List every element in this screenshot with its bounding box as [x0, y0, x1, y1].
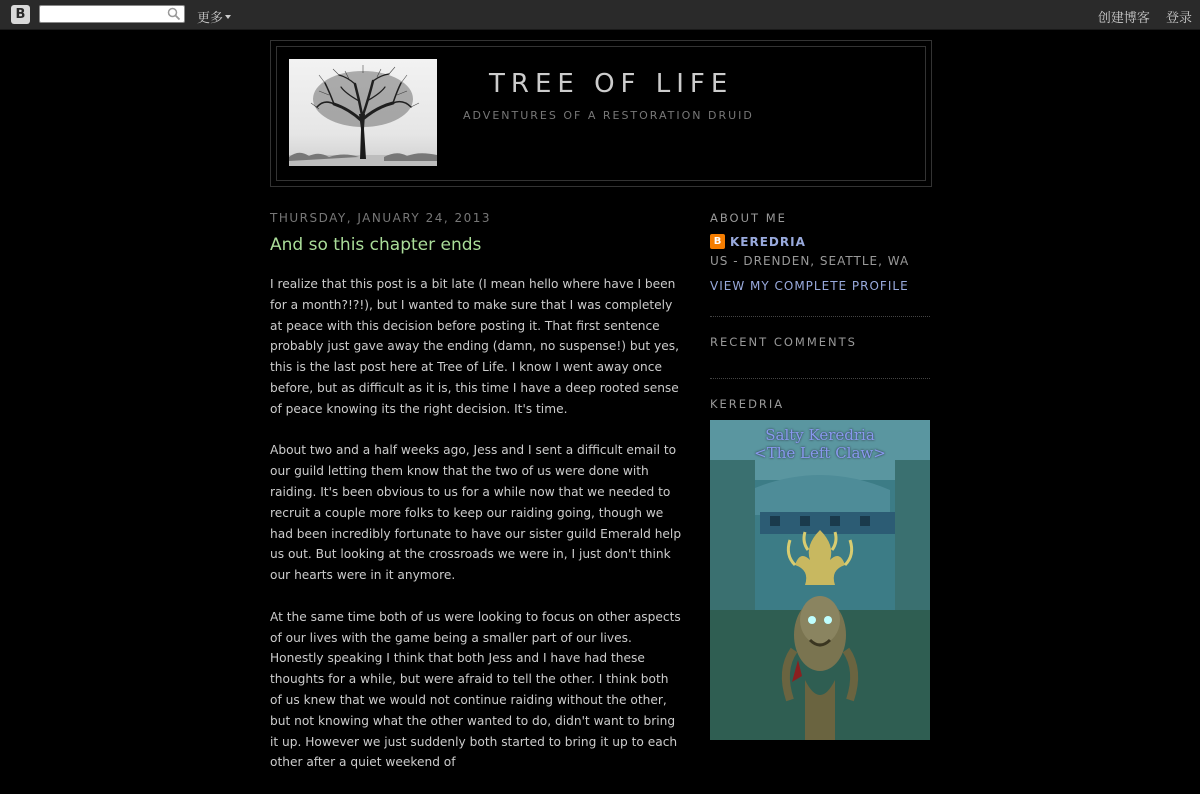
- character-scene: [710, 420, 930, 740]
- header-tree-image: [289, 59, 437, 166]
- blogger-navbar: [0, 0, 1200, 30]
- recent-comments-heading: RECENT COMMENTS: [710, 335, 857, 349]
- more-menu-label: 更多: [197, 11, 224, 26]
- blog-title[interactable]: TREE OF LIFE: [489, 69, 734, 99]
- about-me-heading: ABOUT ME: [710, 211, 787, 225]
- tree-illustration: [289, 59, 437, 166]
- search-box: [39, 5, 185, 23]
- character-heading: KEREDRIA: [710, 397, 785, 411]
- sidebar-divider: [710, 378, 930, 379]
- blog-description: ADVENTURES OF A RESTORATION DRUID: [463, 109, 754, 122]
- login-link[interactable]: 登录: [1165, 11, 1192, 26]
- chevron-down-icon: [225, 15, 231, 19]
- post-date: THURSDAY, JANUARY 24, 2013: [270, 211, 492, 225]
- post-paragraph: At the same time both of us were looking to focus on other aspects of our lives with the game being a smaller part of our lives. Honestly speaking I think that both Jess and I have had these thoughts for a while, but were afraid to tell the other. I think both of us knew that we would not continue raiding without the other, but not knowing what the other wanted to do, didn't want to bring it up. However we just suddenly both started to bring it up to each other after a quiet weekend of: [270, 609, 681, 770]
- create-blog-link[interactable]: 创建博客: [1097, 11, 1150, 26]
- sidebar-divider: [710, 316, 930, 317]
- blogger-profile-icon-letter: B: [713, 235, 722, 247]
- blogger-profile-icon: [710, 234, 725, 249]
- navbar-right-links: [1086, 7, 1192, 26]
- view-profile-link[interactable]: VIEW MY COMPLETE PROFILE: [710, 279, 909, 293]
- profile-name-link[interactable]: KEREDRIA: [730, 234, 806, 249]
- character-name-label: Salty Keredria: [765, 426, 875, 444]
- post-body: [270, 274, 682, 794]
- more-menu-button[interactable]: [197, 7, 231, 26]
- post-title[interactable]: And so this chapter ends: [270, 235, 482, 255]
- character-guild-label: <The Left Claw>: [754, 444, 886, 462]
- post-paragraph: I realize that this post is a bit late (I mean hello where have I been for a month?!?!), but I wanted to make sure that I was completely at peace with this decision before posting it. That first sentence probably just gave away the ending (damn, no suspense!) but yes, this is the last post here at Tree of Life. I know I went away once before, but as difficult as it is, this time I have a deep rooted sense of peace knowing its the right decision. It's time.: [270, 277, 679, 416]
- blogger-logo-letter: B: [15, 7, 26, 22]
- blogger-logo-icon[interactable]: [11, 5, 30, 24]
- blog-header-inner: [276, 46, 926, 181]
- search-input[interactable]: [42, 6, 162, 22]
- character-screenshot[interactable]: [710, 420, 930, 740]
- blog-header: [270, 40, 932, 187]
- character-caption: [710, 426, 930, 462]
- profile-location: US - DRENDEN, SEATTLE, WA: [710, 254, 910, 268]
- profile-name-row: [710, 234, 806, 249]
- post-paragraph: About two and a half weeks ago, Jess and I sent a difficult email to our guild letting them know that the two of us were done with raiding. It's been obvious to us for a while now that we needed to recruit a couple more folks to keep our raiding going, though we had been incredibly fortunate to have our sister guild Emerald help us out. But looking at the crossroads we were in, I just don't think our hearts were in it anymore.: [270, 443, 682, 583]
- search-icon[interactable]: [167, 7, 181, 21]
